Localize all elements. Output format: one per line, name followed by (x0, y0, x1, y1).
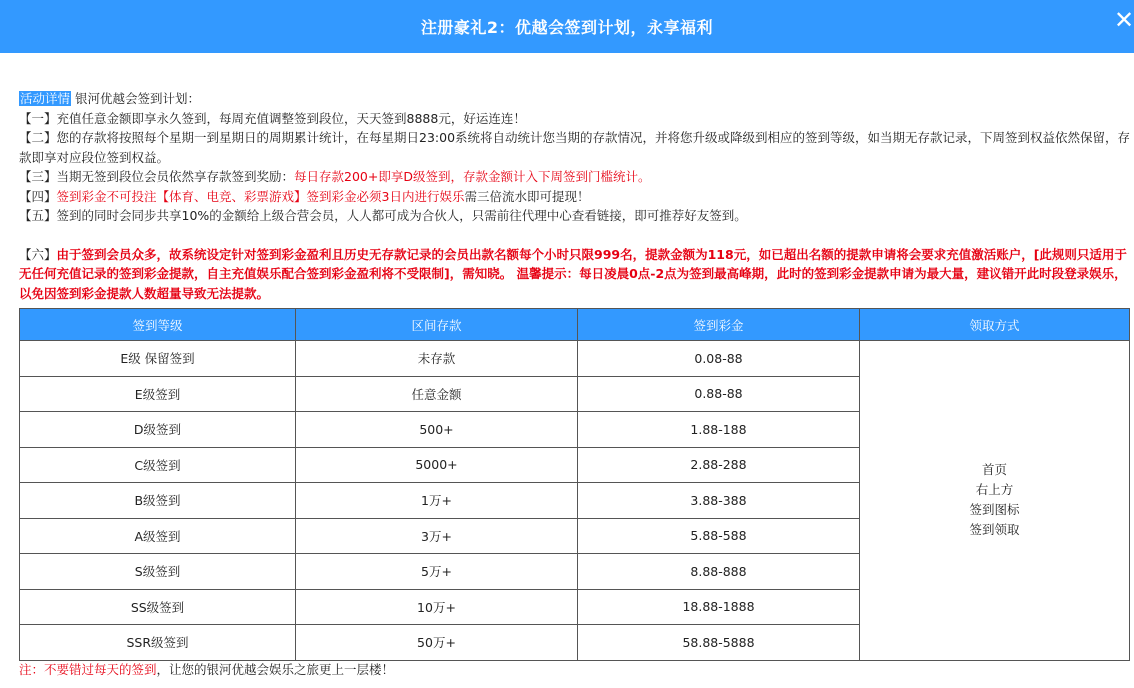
deposit-cell: 5万+ (296, 554, 578, 590)
deposit-cell: 50万+ (296, 625, 578, 661)
footnote-text: ，让您的银河优越会娱乐之旅更上一层楼！ (156, 662, 395, 677)
claim-method-cell (860, 341, 1130, 661)
level-cell: SS级签到 (20, 589, 296, 625)
col-header-level: 签到等级 (20, 309, 296, 341)
activity-details-tag: 活动详情 (20, 91, 71, 106)
rule-1: 【一】充值任意金额即享永久签到，每周充值调整签到段位，天天签到8888元，好运连连！ (19, 110, 526, 126)
rule-6-highlight: 由于签到会员众多，故系统设定针对签到彩金盈利且历史无存款记录的会员出款名额每个小时只限999名，提款金额为118元，如已超出名额的提款申请将会要求充值激活账户，[此规则只适用于无任何充值记录的签到彩金提款，自主充值娱乐配合签到彩金盈利将不受限制]，需知晓。 温馨提示：每日凌晨0点-2点为签到最高峰期，此时的签到彩金提款申请为最大量，建议错开此时段登录娱乐，以免因签到彩金提款人数超量导致无法提款。 (19, 246, 1127, 301)
activity-details (19, 89, 1131, 303)
deposit-cell: 3万+ (296, 518, 578, 554)
rule-3-text: 【三】当期无签到段位会员依然享存款签到奖励： (19, 169, 295, 184)
intro-text: 银河优越会签到计划： (75, 91, 201, 106)
intro-line (19, 89, 1131, 109)
close-icon[interactable]: ✕ (1114, 8, 1134, 34)
claim-method-line: 右上方 (975, 482, 1014, 498)
rule-4 (19, 187, 1131, 207)
rule-3 (19, 167, 1131, 187)
deposit-cell: 500+ (296, 412, 578, 448)
footnote-highlight: 不要错过每天的签到 (44, 662, 157, 677)
level-cell: D级签到 (20, 412, 296, 448)
level-cell: B级签到 (20, 483, 296, 519)
bonus-cell: 18.88-1888 (578, 589, 860, 625)
table-header-row (20, 309, 1130, 341)
deposit-cell: 5000+ (296, 447, 578, 483)
bonus-cell: 1.88-188 (578, 412, 860, 448)
claim-method-line: 签到图标 (969, 502, 1020, 518)
deposit-cell: 未存款 (296, 341, 578, 377)
rule-4-suffix: 需三倍流水即可提现！ (464, 188, 590, 204)
bonus-cell: 2.88-288 (578, 447, 860, 483)
rule-4-highlight: 签到彩金不可投注【体育、电竞、彩票游戏】签到彩金必须3日内进行娱乐 (56, 188, 465, 204)
rule-6-prefix: 【六】 (19, 246, 57, 262)
deposit-cell: 10万+ (296, 589, 578, 625)
level-cell: E级签到 (20, 376, 296, 412)
signin-level-table (19, 308, 1130, 661)
level-cell: E级 保留签到 (20, 341, 296, 377)
level-cell: SSR级签到 (20, 625, 296, 661)
deposit-cell: 1万+ (296, 483, 578, 519)
table-row (20, 341, 1130, 377)
col-header-deposit: 区间存款 (296, 309, 578, 341)
bonus-cell: 58.88-5888 (578, 625, 860, 661)
rule-5: 【五】签到的同时会同步共享10%的金额给上级合营会员，人人都可成为合伙人，只需前往代理中心查看链接，即可推荐好友签到。 (19, 208, 747, 223)
dialog-header (0, 0, 1134, 53)
rule-2: 【二】您的存款将按照每个星期一到星期日的周期累计统计，在每星期日23:00系统将自动统计您当期的存款情况，并将您升级或降级到相应的签到等级，如当期无存款记录，下周签到权益依然保留，存款即享对应段位签到权益。 (19, 130, 1131, 165)
rule-6 (19, 245, 1131, 304)
level-cell: S级签到 (20, 554, 296, 590)
bonus-cell: 0.08-88 (578, 341, 860, 377)
rule-4-prefix: 【四】 (19, 188, 57, 204)
deposit-cell: 任意金额 (296, 376, 578, 412)
footnote (19, 660, 394, 680)
bonus-cell: 5.88-588 (578, 518, 860, 554)
rule-3-highlight: 每日存款200+即享D级签到，存款金额计入下周签到门槛统计。 (294, 169, 651, 184)
bonus-cell: 3.88-388 (578, 483, 860, 519)
claim-method-line: 签到领取 (969, 522, 1020, 538)
level-cell: A级签到 (20, 518, 296, 554)
dialog-title: 注册豪礼2：优越会签到计划，永享福利 (420, 18, 714, 37)
level-cell: C级签到 (20, 447, 296, 483)
bonus-cell: 8.88-888 (578, 554, 860, 590)
col-header-bonus: 签到彩金 (578, 309, 860, 341)
col-header-method: 领取方式 (860, 309, 1130, 341)
footnote-prefix: 注： (19, 662, 45, 677)
bonus-cell: 0.88-88 (578, 376, 860, 412)
claim-method-line: 首页 (981, 462, 1007, 478)
